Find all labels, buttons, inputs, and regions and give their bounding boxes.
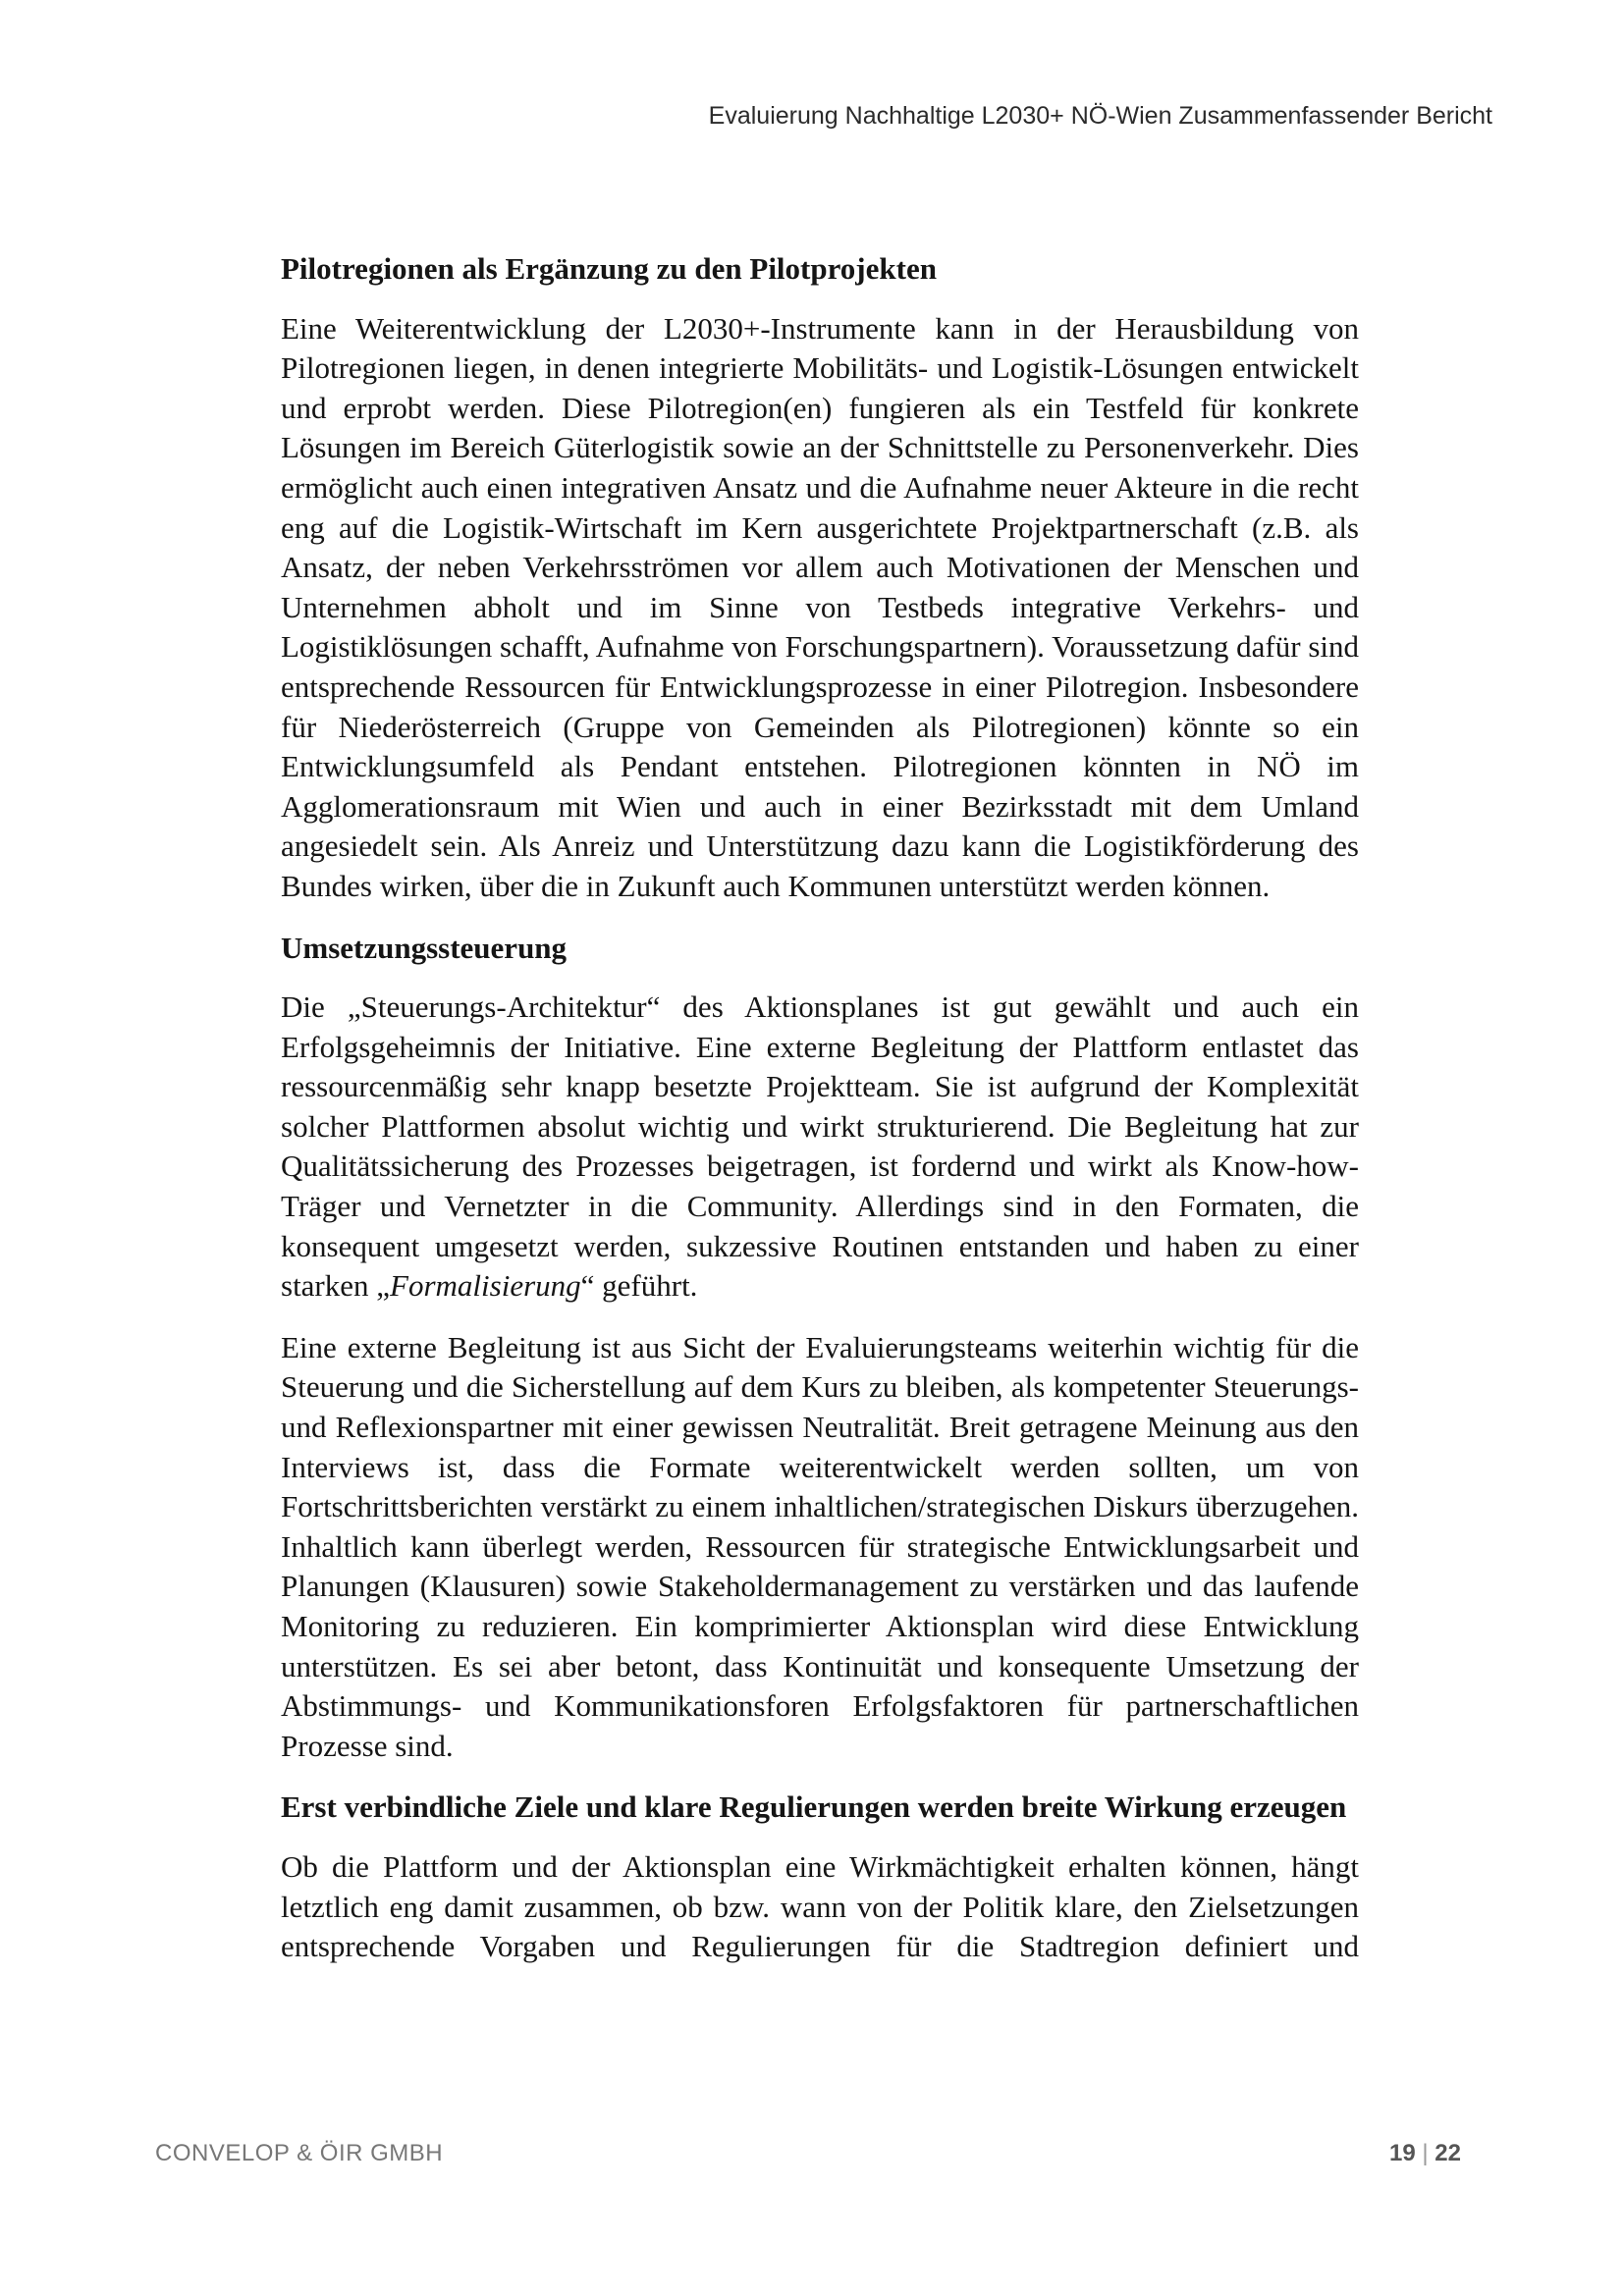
page-current: 19 (1389, 2140, 1416, 2166)
running-header: Evaluierung Nachhaltige L2030+ NÖ-Wien Zusammenfassender Bericht (708, 102, 1492, 130)
emphasis-formalisierung: Formalisierung (390, 1268, 581, 1304)
paragraph-pilotregionen: Eine Weiterentwicklung der L2030+-Instrumente kann in der Herausbildung von Pilotregionen liegen, in denen integrierte Mobilitäts- und Logistik-Lösungen entwickelt und erprobt werden. Diese Pilotregion(en) fungieren als ein Testfeld für konkrete Lösungen im Bereich Güterlogistik sowie an der Schnittstelle zu Personenverkehr. Dies ermöglicht auch einen integrativen Ansatz und die Aufnahme neuer Akteure in die recht eng auf die Logistik-Wirtschaft im Kern ausgerichtete Projektpartnerschaft (z.B. als Ansatz, der neben Verkehrsströmen vor allem auch Motivationen der Menschen und Unternehmen abholt und im Sinne von Testbeds integrative Verkehrs- und Logistiklösungen schafft, Aufnahme von Forschungspartnern). Voraussetzung dafür sind entsprechende Ressourcen für Entwicklungsprozesse in einer Pilotregion. Insbesondere für Niederösterreich (Gruppe von Gemeinden als Pilotregionen) könnte so ein Entwicklungsumfeld als Pendant entstehen. Pilotregionen könnten in NÖ im Agglomerationsraum mit Wien und auch in einer Bezirksstadt mit dem Umland angesiedelt sein. Als Anreiz und Unterstützung dazu kann die Logistikförderung des Bundes wirken, über die in Zukunft auch Kommunen unterstützt werden können. (281, 310, 1359, 903)
paragraph-text: “ geführt. (580, 1268, 698, 1304)
paragraph-externe-begleitung: Eine externe Begleitung ist aus Sicht der Evaluierungsteams weiterhin wichtig für die Steuerung und die Sicherstellung auf dem Kurs zu bleiben, als kompetenter Steuerungs- und Reflexionspartner mit einer gewissen Neutralität. Breit getragene Meinung aus den Interviews ist, dass die Formate weiterentwickelt werden sollten, um von Fortschrittsberichten verstärkt zu einem inhaltlichen/strategischen Diskurs überzugehen. Inhaltlich kann überlegt werden, Ressourcen für strategische Entwicklungsarbeit und Planungen (Klausuren) sowie Stakeholdermanagement zu verstärken und das laufende Monitoring zu reduzieren. Ein komprimierter Aktionsplan wird diese Entwicklung unterstützen. Es sei aber betont, dass Kontinuität und konsequente Umsetzung der Abstimmungs- und Kommunikationsforen Erfolgsfaktoren für partnerschaftlichen Prozesse sind. (281, 1329, 1359, 1763)
section-pilotregionen (281, 249, 1359, 907)
page-number (1389, 2140, 1461, 2167)
section-umsetzungssteuerung (281, 929, 1359, 1767)
paragraph-wirkmaechtigkeit: Ob die Plattform und der Aktionsplan eine Wirkmächtigkeit erhalten können, hängt letztlich eng damit zusammen, ob bzw. wann von der Politik klare, den Zielsetzungen entsprechende Vorgaben und Regulierungen für die Stadtregion definiert und (281, 1848, 1359, 1964)
page-total: 22 (1435, 2140, 1461, 2166)
page-separator: | (1422, 2140, 1429, 2166)
footer-company: CONVELOP & ÖIR GMBH (155, 2140, 444, 2166)
section-heading-verbindliche-ziele: Erst verbindliche Ziele und klare Regulierungen werden breite Wirkung erzeugen (281, 1789, 1347, 1825)
paragraph-text: Die „Steuerungs-Architektur“ des Aktionsplanes ist gut gewählt und auch ein Erfolgsgeheimnis der Initiative. Eine externe Begleitung der Plattform entlastet das ressourcenmäßig sehr knapp besetzte Projektteam. Sie ist aufgrund der Komplexität solcher Plattformen absolut wichtig und wirkt strukturierend. Die Begleitung hat zur Qualitätssicherung des Prozesses beigetragen, ist fordernd und wirkt als Know-how-Träger und Vernetzter in die Community. Allerdings sind in den Formaten, die konsequent umgesetzt werden, sukzessive Routinen entstanden und haben zu einer starken „ (281, 989, 1359, 1304)
paragraph-steuerungs-architektur (281, 988, 1359, 1307)
document-body (281, 249, 1359, 1967)
section-verbindliche-ziele (281, 1788, 1359, 1966)
section-heading-umsetzungssteuerung: Umsetzungssteuerung (281, 930, 568, 965)
section-heading-pilotregionen: Pilotregionen als Ergänzung zu den Pilotprojekten (281, 251, 937, 286)
